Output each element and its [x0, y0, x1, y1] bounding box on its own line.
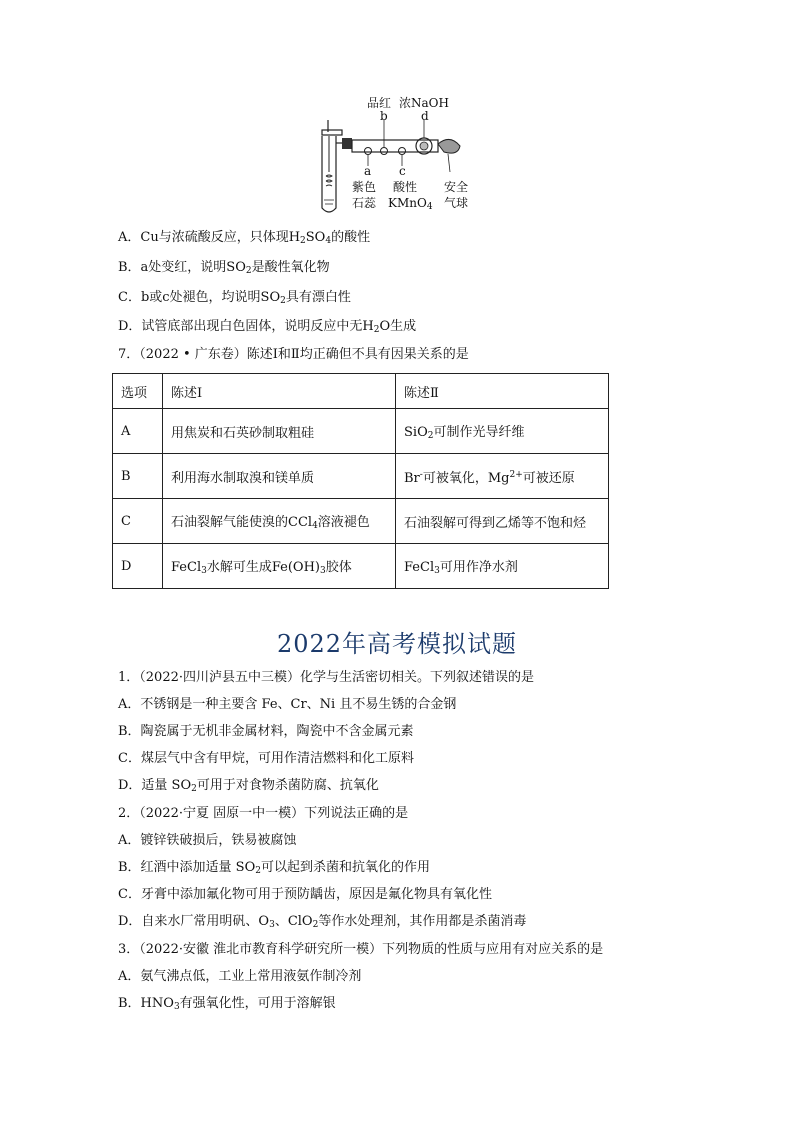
mock-q1-option-a: A．不锈钢是一种主要含 Fe、Cr、Ni 且不易生锈的合金钢 [118, 697, 457, 712]
q6-option-d: D．试管底部出现白色固体，说明反应中无$H_2O$生成 [118, 319, 417, 335]
header-statement-1: 陈述Ⅰ [163, 374, 396, 409]
label-anquan: 安全 [444, 180, 469, 194]
mock-q2-option-b: B．红酒中添加适量 $SO_2$可以起到杀菌和抗氧化的作用 [118, 860, 430, 876]
label-zise: 紫色 [352, 180, 377, 194]
row-c-option: C [113, 499, 163, 544]
row-a-s1: 用焦炭和石英砂制取粗硅 [163, 409, 396, 454]
mock-q1-option-b: B．陶瓷属于无机非金属材料，陶瓷中不含金属元素 [118, 724, 414, 739]
label-a: a [364, 164, 372, 178]
row-b-s1: 利用海水制取溴和镁单质 [163, 454, 396, 499]
label-b: b [380, 109, 388, 123]
label-d: d [421, 109, 429, 123]
row-c-s2: 石油裂解可得到乙烯等不饱和烃 [396, 499, 609, 544]
mock-q2-option-c: C．牙膏中添加氟化物可用于预防龋齿，原因是氟化物具有氧化性 [118, 887, 492, 902]
q7-stem: 7．（2022 • 广东卷）陈述Ⅰ和Ⅱ均正确但不具有因果关系的是 [118, 347, 469, 362]
row-b-s2: Br-可被氧化，$Mg^{2+}$可被还原 [396, 454, 609, 499]
header-statement-2: 陈述Ⅱ [396, 374, 609, 409]
label-pinhong: 品红 [367, 96, 392, 110]
table-row [113, 544, 609, 589]
table-row [113, 499, 609, 544]
q6-option-b: B．a处变红，说明$SO_2$是酸性氧化物 [118, 260, 330, 276]
q7-table [112, 373, 609, 589]
label-shirui: 石蕊 [352, 196, 377, 210]
mock-q2-option-d: D．自来水厂常用明矾、$O_3$、ClO$_2$等作水处理剂，其作用都是杀菌消毒 [118, 914, 527, 930]
mock-q3-option-a: A．氨气沸点低，工业上常用液氨作制冷剂 [118, 969, 362, 984]
row-d-s1: FeCl$_3$水解可生成$Fe(OH)_3$胶体 [163, 544, 396, 589]
row-a-s2: SiO$_2$可制作光导纤维 [396, 409, 609, 454]
label-c: c [399, 164, 406, 178]
row-c-s1: 石油裂解气能使溴的CCl$_4$溶液褪色 [163, 499, 396, 544]
label-kmno4: KMnO$_4$ [388, 196, 433, 212]
mock-q2-stem: 2．（2022·宁夏 固原一中一模）下列说法正确的是 [118, 806, 409, 821]
mock-q3-stem: 3．（2022·安徽 淮北市教育科学研究所一模）下列物质的性质与应用有对应关系的是 [118, 942, 604, 957]
section-title: 2022年高考模拟试题 [276, 630, 518, 658]
table-row [113, 454, 609, 499]
label-naoh: 浓NaOH [399, 96, 449, 110]
row-a-option: A [113, 409, 163, 454]
row-b-option: B [113, 454, 163, 499]
mock-q1-option-c: C．煤层气中含有甲烷，可用作清洁燃料和化工原料 [118, 751, 414, 766]
label-suanxing: 酸性 [393, 180, 418, 194]
mock-q3-option-b: B．$HNO_3$有强氧化性，可用于溶解银 [118, 996, 336, 1012]
mock-q2-option-a: A．镀锌铁破损后，铁易被腐蚀 [118, 833, 297, 848]
label-qiqiu: 气球 [444, 196, 469, 210]
apparatus-figure [318, 96, 488, 220]
q6-option-c: C．b或c处褪色，均说明$SO_2$具有漂白性 [118, 290, 351, 306]
table-header-row [113, 374, 609, 409]
mock-q1-option-d: D．适量 $SO_2$可用于对食物杀菌防腐、抗氧化 [118, 778, 379, 794]
table-row [113, 409, 609, 454]
q6-option-a: A．Cu与浓硫酸反应，只体现$H_2SO_4$的酸性 [118, 230, 371, 246]
row-d-option: D [113, 544, 163, 589]
mock-q1-stem: 1．（2022·四川泸县五中三模）化学与生活密切相关。下列叙述错误的是 [118, 670, 534, 685]
header-option: 选项 [113, 374, 163, 409]
row-d-s2: FeCl$_3$可用作净水剂 [396, 544, 609, 589]
